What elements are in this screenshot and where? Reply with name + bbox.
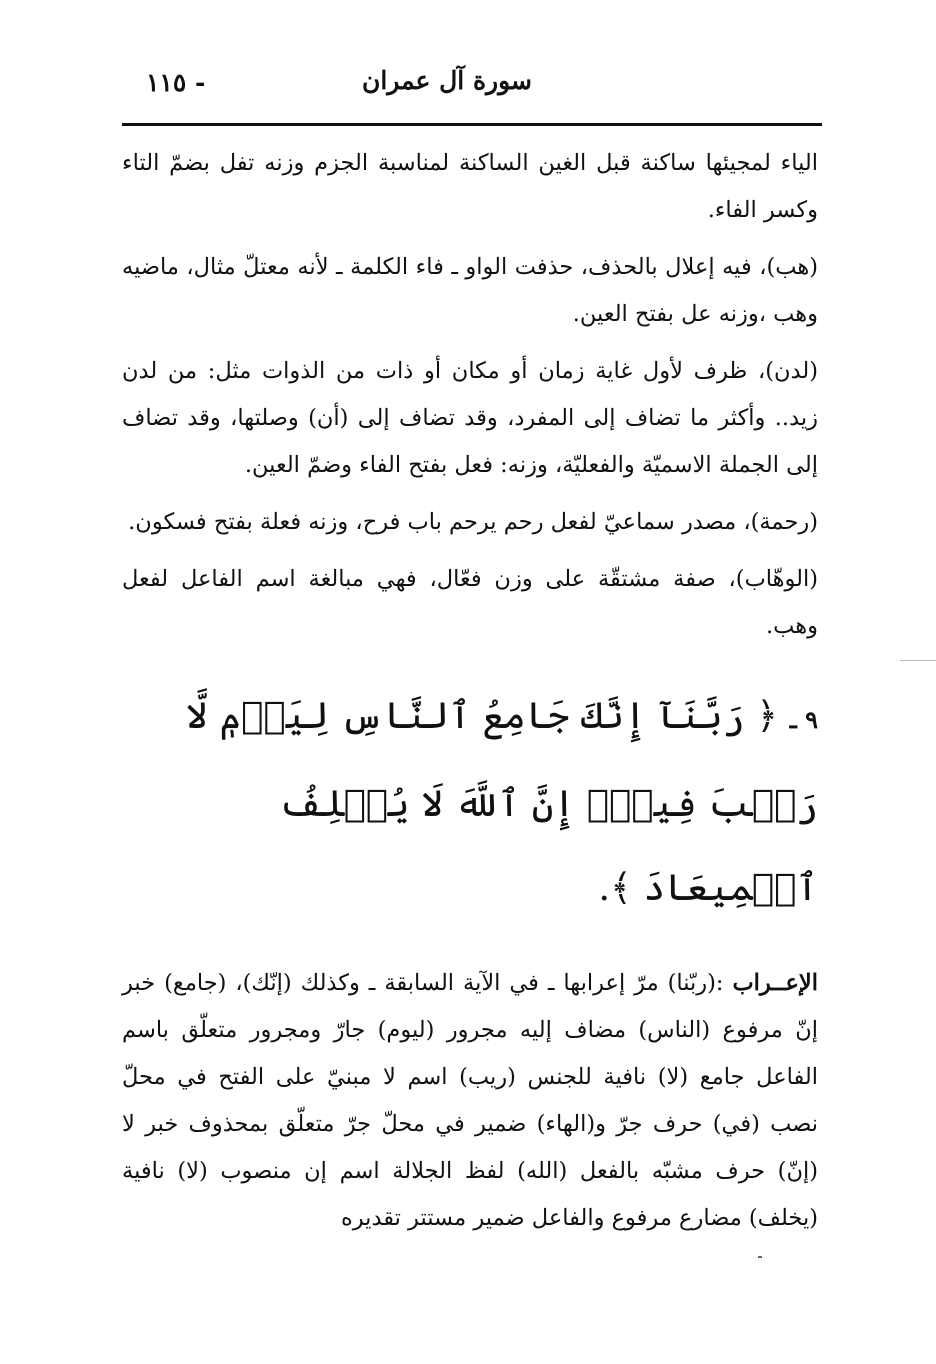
irab-label: الإعــراب [732,970,818,996]
scan-artifact-line [900,660,936,661]
irab-text: :(ربّنا) مرّ إعرابها ـ في الآية السابقة ـ وكذلك (إنّك)، (جامع) خبر إنّ مرفوع (الناس) مضاف إليه مجرور (ليوم) جارّ ومجرور متعلّق باسم الفاعل جامع (لا) نافية للجنس (ريب) اسم لا مبنيّ على الفتح في محلّ نصب (في) حرف جرّ و(الهاء) ضمير في محلّ جرّ متعلّق بمحذوف خبر لا (إنّ) حرف مشبّه بالفعل (الله) لفظ الجلالة اسم إن منصوب (لا) نافية (يخلف) مضارع مرفوع والفاعل ضمير مستتر تقديره [122,970,818,1231]
paragraph-hab: (هب)، فيه إعلال بالحذف، حذفت الواو ـ فاء الكلمة ـ لأنه معتلّ مثال، ماضيه وهب ،وزنه عل بفتح العين. [122,254,818,327]
quran-verse [122,674,818,930]
page-header [122,66,822,116]
paragraph-wahhab: (الوهّاب)، صفة مشتقّة على وزن فعّال، فهي مبالغة اسم الفاعل لفعل وهب. [122,566,818,639]
scan-artifact-dot [758,1256,762,1258]
irab-paragraph [122,960,818,1242]
paragraph-yaa: الياء لمجيئها ساكنة قبل الغين الساكنة لمناسبة الجزم وزنه تفل بضمّ التاء وكسر الفاء. [122,150,818,223]
paragraph-ladun: (لدن)، ظرف لأول غاية زمان أو مكان أو ذات من الذوات مثل: من لدن زيد.. وأكثر ما تضاف إلى المفرد، وقد تضاف إلى (أن) وصلتها، وقد تضاف إلى الجملة الاسميّة والفعليّة، وزنه: فعل بفتح الفاء وضمّ العين. [122,358,818,478]
surah-title: سورة آل عمران [361,66,532,95]
page-body [122,140,818,1242]
header-divider [122,123,822,126]
verse-text: ﴿ رَبَّنَآ إِنَّكَ جَامِعُ ٱلنَّاسِ لِيَوۡمٖ لَّا رَيۡبَ فِيهِۚ إِنَّ ٱللَّهَ لَا يُخۡلِفُ ٱلۡمِيعَادَ ﴾. [186,694,818,909]
page-number: - ١١٥ [146,68,206,97]
verse-number: ٩ ـ [789,705,818,734]
paragraph-rahma: (رحمة)، مصدر سماعيّ لفعل رحم يرحم باب فرح، وزنه فعلة بفتح فسكون. [128,509,818,535]
